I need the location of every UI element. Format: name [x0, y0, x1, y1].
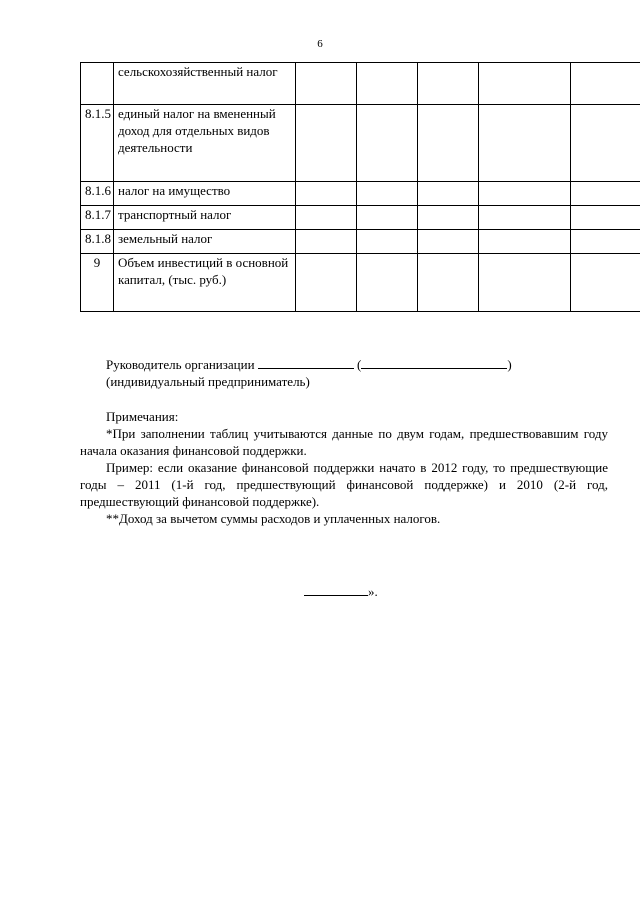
row-number-cell	[81, 63, 114, 105]
value-cell	[571, 206, 640, 230]
note-example: Пример: если оказание финансовой поддержки начато в 2012 году, то предшествующие годы – 2011 (1-й год, предшествующий финансовой поддержке) и 2010 (2-й год, предшествующий финансовой поддержке).	[80, 460, 608, 509]
value-cell	[418, 206, 479, 230]
value-cell	[296, 254, 357, 312]
signature-close-paren: )	[507, 357, 512, 372]
value-cell	[418, 63, 479, 105]
name-blank	[361, 356, 507, 369]
table-row	[81, 63, 640, 105]
row-number-cell: 9	[81, 254, 114, 312]
value-cell	[479, 105, 571, 182]
data-table	[80, 62, 640, 312]
value-cell	[479, 63, 571, 105]
closing-line	[304, 583, 378, 600]
value-cell	[418, 230, 479, 254]
signature-block	[106, 356, 512, 390]
value-cell	[357, 182, 418, 206]
row-number-cell: 8.1.7	[81, 206, 114, 230]
value-cell	[296, 230, 357, 254]
table-row	[81, 105, 640, 182]
signature-open-paren: (	[357, 357, 362, 372]
value-cell	[418, 105, 479, 182]
row-number-cell: 8.1.8	[81, 230, 114, 254]
notes-section	[80, 408, 608, 527]
closing-blank	[304, 583, 368, 596]
table-row	[81, 206, 640, 230]
row-name-cell: земельный налог	[114, 230, 296, 254]
value-cell	[571, 105, 640, 182]
table-row	[81, 254, 640, 312]
value-cell	[571, 182, 640, 206]
value-cell	[296, 206, 357, 230]
row-name-cell: сельскохозяйственный налог	[114, 63, 296, 105]
row-name-cell: налог на имущество	[114, 182, 296, 206]
signature-line	[106, 356, 512, 373]
value-cell	[479, 182, 571, 206]
value-cell	[357, 105, 418, 182]
value-cell	[571, 254, 640, 312]
value-cell	[418, 182, 479, 206]
row-name-cell: единый налог на вмененный доход для отдельных видов деятельности	[114, 105, 296, 182]
row-name-cell: транспортный налог	[114, 206, 296, 230]
signature-label: Руководитель организации	[106, 357, 255, 372]
value-cell	[296, 182, 357, 206]
note-1: *При заполнении таблиц учитываются данные по двум годам, предшествовавшим году начала оказания финансовой поддержки.	[80, 426, 608, 458]
row-name-cell: Объем инвестиций в основной капитал, (тыс. руб.)	[114, 254, 296, 312]
table-row	[81, 182, 640, 206]
note-2: **Доход за вычетом суммы расходов и уплаченных налогов.	[106, 511, 441, 526]
value-cell	[296, 105, 357, 182]
value-cell	[357, 254, 418, 312]
value-cell	[418, 254, 479, 312]
value-cell	[296, 63, 357, 105]
value-cell	[479, 254, 571, 312]
value-cell	[479, 206, 571, 230]
value-cell	[479, 230, 571, 254]
signature-blank	[258, 356, 354, 369]
table-row	[81, 230, 640, 254]
closing-suffix: ».	[368, 584, 378, 599]
value-cell	[571, 63, 640, 105]
signature-sublabel: (индивидуальный предприниматель)	[106, 374, 310, 389]
value-cell	[357, 230, 418, 254]
value-cell	[571, 230, 640, 254]
row-number-cell: 8.1.6	[81, 182, 114, 206]
value-cell	[357, 63, 418, 105]
value-cell	[357, 206, 418, 230]
notes-title: Примечания:	[106, 409, 179, 424]
row-number-cell: 8.1.5	[81, 105, 114, 182]
page-number: 6	[317, 38, 323, 50]
